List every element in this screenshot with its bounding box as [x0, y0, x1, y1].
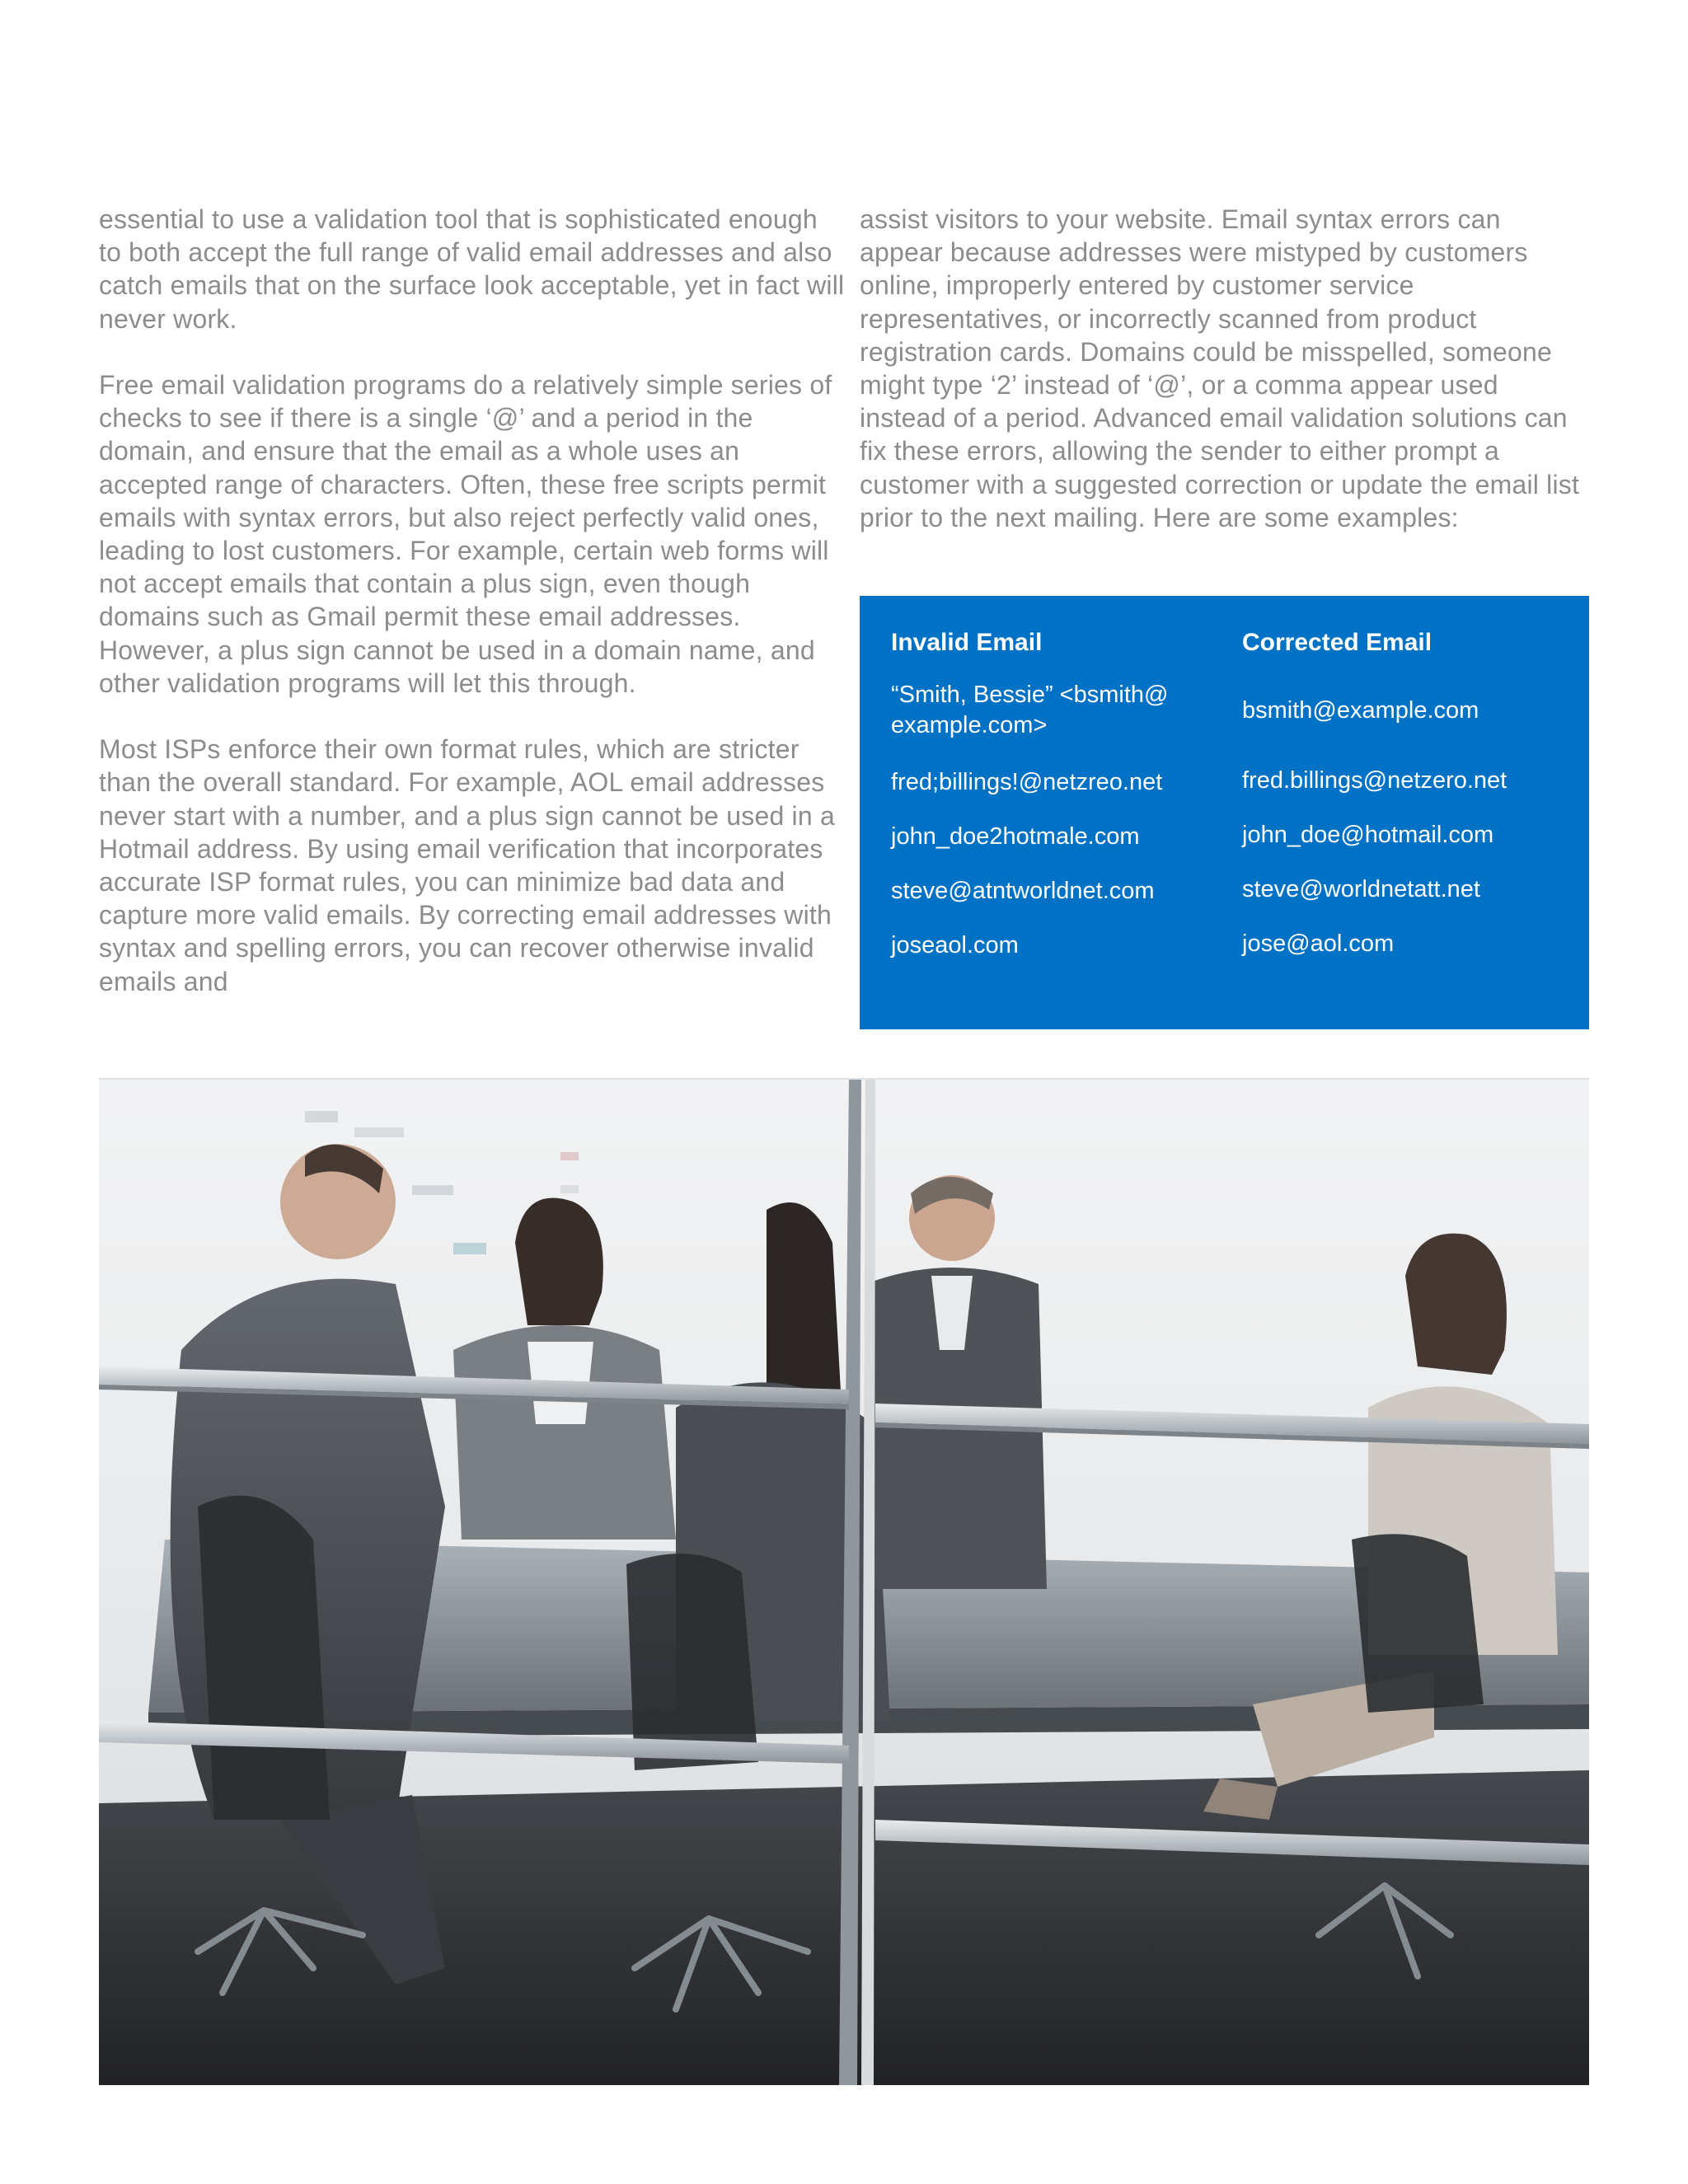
corrected-email-cell: fred.billings@netzero.net: [1242, 767, 1507, 794]
corrected-email-cell: jose@aol.com: [1242, 930, 1395, 957]
meeting-photo: [99, 1078, 1589, 2085]
corrected-email-cell: bsmith@example.com: [1242, 697, 1479, 724]
paragraph: assist visitors to your website. Email syntax errors can appear because addresses were mistyped by customers online, improperly entered by customer service representatives, or incorrectly scanned from product registration cards. Domains could be misspelled, someone might type ‘2’ instead of ‘@’, or a comma appear used instead of a period. Advanced email validation solutions can fix these errors, allowing the sender to either prompt a customer with a suggested correction or update the email list prior to the next mailing. Here are some examples:: [860, 204, 1580, 532]
corrected-email-header: Corrected Email: [1242, 629, 1432, 656]
corrected-email-cell: steve@worldnetatt.net: [1242, 876, 1480, 902]
corrected-email-cell: john_doe@hotmail.com: [1242, 822, 1494, 848]
invalid-email-cell: john_doe2hotmale.com: [891, 823, 1140, 850]
invalid-email-cell: “Smith, Bessie” <bsmith@ example.com>: [891, 682, 1169, 738]
invalid-email-header: Invalid Email: [891, 629, 1043, 656]
paragraph: essential to use a validation tool that is sophisticated enough to both accept the full range of valid email addresses and also catch emails that on the surface look acceptable, yet in fact will never work.: [99, 204, 845, 334]
right-text-column: [860, 203, 1585, 534]
email-examples-table: [860, 596, 1589, 1029]
invalid-email-cell: joseaol.com: [891, 932, 1019, 958]
paragraph: Free email validation programs do a relatively simple series of checks to see if there is a single ‘@’ and a period in the domain, and ensure that the email as a whole uses an accepted range of characters. Often, these free scripts permit emails with syntax errors, but also reject perfectly valid ones, leading to lost customers. For example, certain web forms will not accept emails that contain a plus sign, even though domains such as Gmail permit these email addresses. However, a plus sign cannot be used in a domain name, and other validation programs will let this through.: [99, 370, 832, 698]
left-text-column: [99, 203, 845, 998]
invalid-email-cell: steve@atntworldnet.com: [891, 878, 1155, 904]
paragraph: Most ISPs enforce their own format rules, which are stricter than the overall standard. For example, AOL email addresses never start with a number, and a plus sign cannot be used in a Hotmail address. By using email verification that incorporates accurate ISP format rules, you can minimize bad data and capture more valid emails. By correcting email addresses with syntax and spelling errors, you can recover otherwise invalid emails and: [99, 734, 835, 996]
invalid-email-cell: fred;billings!@netzreo.net: [891, 769, 1163, 795]
